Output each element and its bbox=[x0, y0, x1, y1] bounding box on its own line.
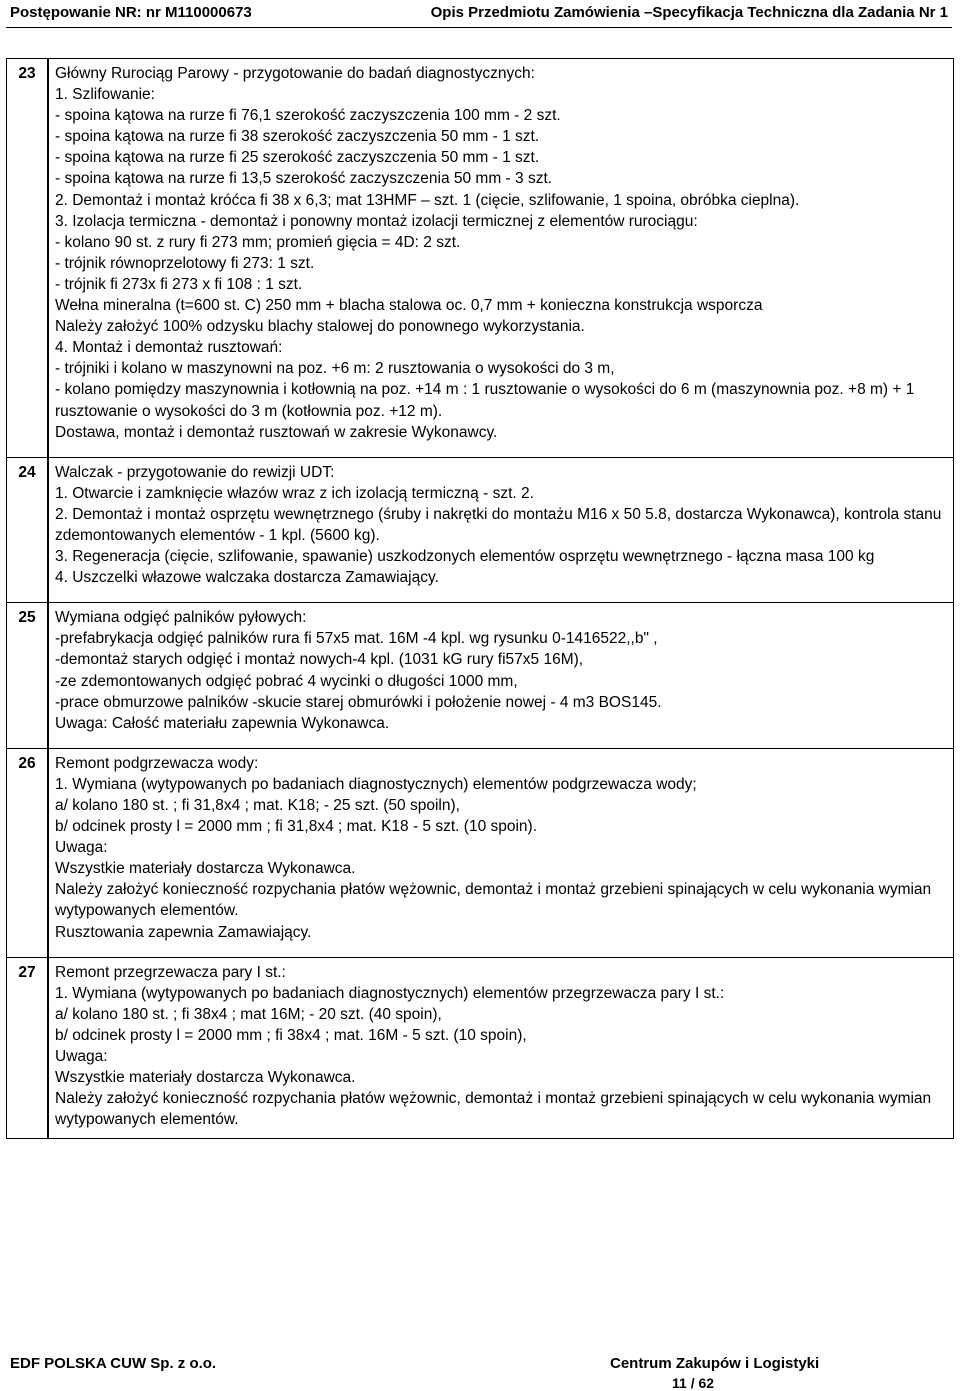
description-line: 1. Wymiana (wytypowanych po badaniach diagnostycznych) elementów podgrzewacza wody; bbox=[55, 775, 697, 793]
description-line: - kolano 90 st. z rury fi 273 mm; promień gięcia = 4D: 2 szt. bbox=[55, 233, 461, 251]
description-line: a/ kolano 180 st. ; fi 38x4 ; mat 16M; - 20 szt. (40 spoin), bbox=[55, 1005, 442, 1023]
description-line: -ze zdemontowanych odgięć pobrać 4 wycinki o długości 1000 mm, bbox=[55, 672, 518, 690]
item-number: 23 bbox=[7, 59, 49, 457]
description-line: Wszystkie materiały dostarcza Wykonawca. bbox=[55, 1069, 356, 1087]
description-line: Uwaga: bbox=[55, 1048, 108, 1066]
description-line: - trójniki i kolano w maszynowni na poz. +6 m: 2 rusztowania o wysokości do 3 m, bbox=[55, 360, 615, 378]
table-row bbox=[7, 602, 953, 748]
description-line: Należy założyć konieczność rozpychania płatów wężownic, demontaż i montaż grzebieni spinających w celu wykonania wymian wytypowanych elementów. bbox=[55, 881, 932, 920]
description-line: - trójnik fi 273x fi 273 x fi 108 : 1 szt. bbox=[55, 275, 303, 293]
description-line: Uwaga: bbox=[55, 839, 108, 857]
description-line: 4. Uszczelki włazowe walczaka dostarcza Zamawiający. bbox=[55, 569, 439, 587]
item-description bbox=[49, 602, 953, 748]
description-line: Należy założyć konieczność rozpychania płatów wężownic, demontaż i montaż grzebieni spinających w celu wykonania wymian wytypowanych elementów. bbox=[55, 1090, 932, 1129]
description-line: - spoina kątowa na rurze fi 13,5 szerokość zaczyszczenia 50 mm - 3 szt. bbox=[55, 170, 553, 188]
description-line: Remont podgrzewacza wody: bbox=[55, 754, 259, 772]
description-line: 1. Szlifowanie: bbox=[55, 86, 155, 104]
description-line: b/ odcinek prosty l = 2000 mm ; fi 31,8x4 ; mat. K18 - 5 szt. (10 spoin). bbox=[55, 818, 538, 836]
specification-table bbox=[6, 58, 954, 1139]
description-line: Uwaga: Całość materiału zapewnia Wykonawca. bbox=[55, 714, 390, 732]
description-line: Rusztowania zapewnia Zamawiający. bbox=[55, 923, 312, 941]
description-line: - kolano pomiędzy maszynownia i kotłownią na poz. +14 m : 1 rusztowanie o wysokości do 6 m (maszynownia poz. +8 m) + 1 rusztowanie o wysokości do 3 m (kotłownia poz. +12 m). bbox=[55, 381, 915, 420]
header-procedure-number: Postępowanie NR: nr M110000673 bbox=[10, 4, 252, 21]
description-line: Wełna mineralna (t=600 st. C) 250 mm + blacha stalowa oc. 0,7 mm + konieczna konstrukcja wsporcza bbox=[55, 297, 763, 315]
item-description bbox=[49, 748, 953, 957]
description-line: 2. Demontaż i montaż króćca fi 38 x 6,3; mat 13HMF – szt. 1 (cięcie, szlifowanie, 1 spoina, obróbka cieplna). bbox=[55, 191, 800, 209]
description-line: Wymiana odgięć palników pyłowych: bbox=[55, 609, 307, 627]
page-number: 11 / 62 bbox=[672, 1375, 715, 1391]
description-line: - spoina kątowa na rurze fi 76,1 szerokość zaczyszczenia 100 mm - 2 szt. bbox=[55, 107, 561, 125]
description-line: Główny Rurociąg Parowy - przygotowanie do badań diagnostycznych: bbox=[55, 65, 535, 82]
page-header bbox=[10, 0, 948, 26]
description-line: a/ kolano 180 st. ; fi 31,8x4 ; mat. K18; - 25 szt. (50 spoiln), bbox=[55, 797, 460, 814]
table-row bbox=[7, 59, 953, 457]
description-line: 1. Wymiana (wytypowanych po badaniach diagnostycznych) elementów przegrzewacza pary I st.: bbox=[55, 984, 725, 1002]
description-line: Walczak - przygotowanie do rewizji UDT: bbox=[55, 463, 335, 481]
footer-company: EDF POLSKA CUW Sp. z o.o. bbox=[10, 1355, 217, 1372]
header-document-title: Opis Przedmiotu Zamówienia –Specyfikacja Techniczna dla Zadania Nr 1 bbox=[430, 4, 948, 21]
table-row bbox=[7, 957, 953, 1139]
item-number: 26 bbox=[7, 748, 49, 957]
table-row bbox=[7, 748, 953, 957]
description-line: b/ odcinek prosty l = 2000 mm ; fi 38x4 ; mat. 16M - 5 szt. (10 spoin), bbox=[55, 1026, 527, 1044]
item-description bbox=[49, 957, 953, 1139]
description-line: - spoina kątowa na rurze fi 25 szerokość zaczyszczenia 50 mm - 1 szt. bbox=[55, 149, 540, 167]
description-line: 1. Otwarcie i zamknięcie włazów wraz z ich izolacją termiczną - szt. 2. bbox=[55, 484, 534, 502]
item-number: 27 bbox=[7, 957, 49, 1139]
description-line: - spoina kątowa na rurze fi 38 szerokość zaczyszczenia 50 mm - 1 szt. bbox=[55, 128, 540, 146]
table-row bbox=[7, 457, 953, 603]
description-line: Wszystkie materiały dostarcza Wykonawca. bbox=[55, 860, 356, 878]
description-line: 3. Regeneracja (cięcie, szlifowanie, spawanie) uszkodzonych elementów osprzętu wewnętrznego - łączna masa 100 kg bbox=[55, 548, 875, 566]
description-line: Dostawa, montaż i demontaż rusztowań w zakresie Wykonawcy. bbox=[55, 423, 498, 441]
description-line: - trójnik równoprzelotowy fi 273: 1 szt. bbox=[55, 254, 315, 272]
description-line: 2. Demontaż i montaż osprzętu wewnętrznego (śruby i nakrętki do montażu M16 x 50 5.8, dostarcza Wykonawca), kontrola stanu zdemontowanych elementów - 1 kpl. (5600 kg). bbox=[55, 505, 942, 544]
specification-table-body bbox=[7, 59, 953, 1138]
header-divider bbox=[6, 27, 952, 28]
description-line: -prefabrykacja odgięć palników rura fi 57x5 mat. 16M -4 kpl. wg rysunku 0-1416522,,b" , bbox=[55, 630, 658, 648]
description-line: 3. Izolacja termiczna - demontaż i ponowny montaż izolacji termicznej z elementów rurociągu: bbox=[55, 212, 698, 230]
footer-department: Centrum Zakupów i Logistyki bbox=[610, 1355, 820, 1372]
description-line: 4. Montaż i demontaż rusztowań: bbox=[55, 339, 283, 357]
item-number: 25 bbox=[7, 602, 49, 748]
description-line: Należy założyć 100% odzysku blachy stalowej do ponownego wykorzystania. bbox=[55, 318, 585, 336]
description-line: -prace obmurzowe palników -skucie starej obmurówki i położenie nowej - 4 m3 BOS145. bbox=[55, 693, 662, 711]
item-number: 24 bbox=[7, 457, 49, 603]
item-description bbox=[49, 457, 953, 603]
description-line: -demontaż starych odgięć i montaż nowych-4 kpl. (1031 kG rury fi57x5 16M), bbox=[55, 651, 584, 669]
description-line: Remont przegrzewacza pary I st.: bbox=[55, 963, 286, 981]
item-description bbox=[49, 59, 953, 457]
